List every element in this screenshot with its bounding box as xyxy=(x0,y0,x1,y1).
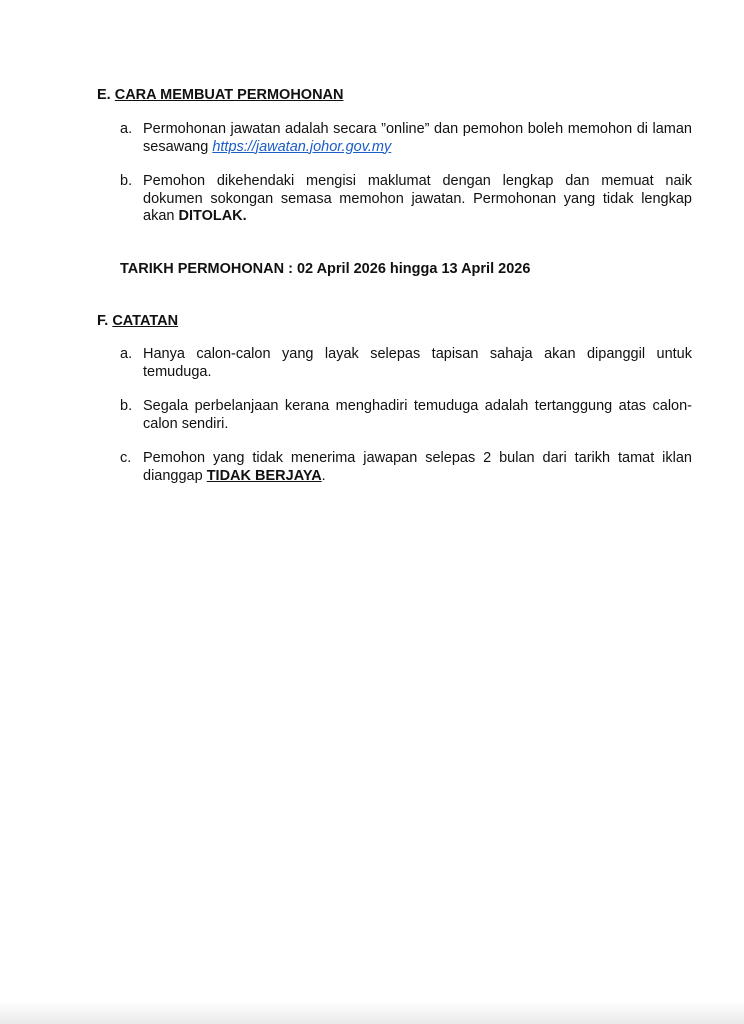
list-item-text xyxy=(143,450,692,485)
item-text: Pemohon dikehendaki mengisi maklumat dengan lengkap dan memuat naik dokumen sokongan semasa memohon jawatan. Permohonan yang tidak lengkap akan xyxy=(143,173,692,224)
list-item-text xyxy=(143,121,692,156)
item-text: Permohonan jawatan adalah secara ”online” dan pemohon boleh memohon di laman sesawang xyxy=(143,121,692,155)
list-item-text: Segala perbelanjaan kerana menghadiri temuduga adalah tertanggung atas calon-calon sendiri. xyxy=(143,398,692,432)
section-e-item-b xyxy=(120,173,692,226)
section-f-letter: F. xyxy=(97,313,109,329)
item-suffix: . xyxy=(321,467,326,484)
page-bottom-shadow xyxy=(0,1002,744,1024)
tidak-berjaya-emphasis: TIDAK BERJAYA xyxy=(206,467,322,484)
item-text: Pemohon yang tidak menerima jawapan selepas 2 bulan dari tarikh tamat iklan dianggap xyxy=(143,450,692,484)
section-f-item-a xyxy=(120,346,692,381)
section-f-heading xyxy=(97,312,178,330)
application-date-line: TARIKH PERMOHONAN : 02 April 2026 hingga 13 April 2026 xyxy=(120,261,531,277)
list-marker: a. xyxy=(120,121,133,137)
list-item-text: Hanya calon-calon yang layak selepas tapisan sahaja akan dipanggil untuk temuduga. xyxy=(143,346,692,380)
section-f-item-c xyxy=(120,450,692,485)
section-f-title: CATATAN xyxy=(112,313,179,329)
list-marker: b. xyxy=(120,173,133,189)
section-e-title: CARA MEMBUAT PERMOHONAN xyxy=(114,87,344,103)
section-e-letter: E. xyxy=(97,87,111,103)
section-e-item-a xyxy=(120,121,692,156)
list-marker: b. xyxy=(120,398,133,414)
section-e-heading xyxy=(97,86,344,104)
ditolak-emphasis: DITOLAK. xyxy=(178,208,247,224)
list-marker: c. xyxy=(120,450,132,466)
list-marker: a. xyxy=(120,346,133,362)
jawatan-johor-link[interactable]: https://jawatan.johor.gov.my xyxy=(212,138,392,155)
section-f-item-b xyxy=(120,398,692,433)
list-item-text xyxy=(143,173,692,226)
